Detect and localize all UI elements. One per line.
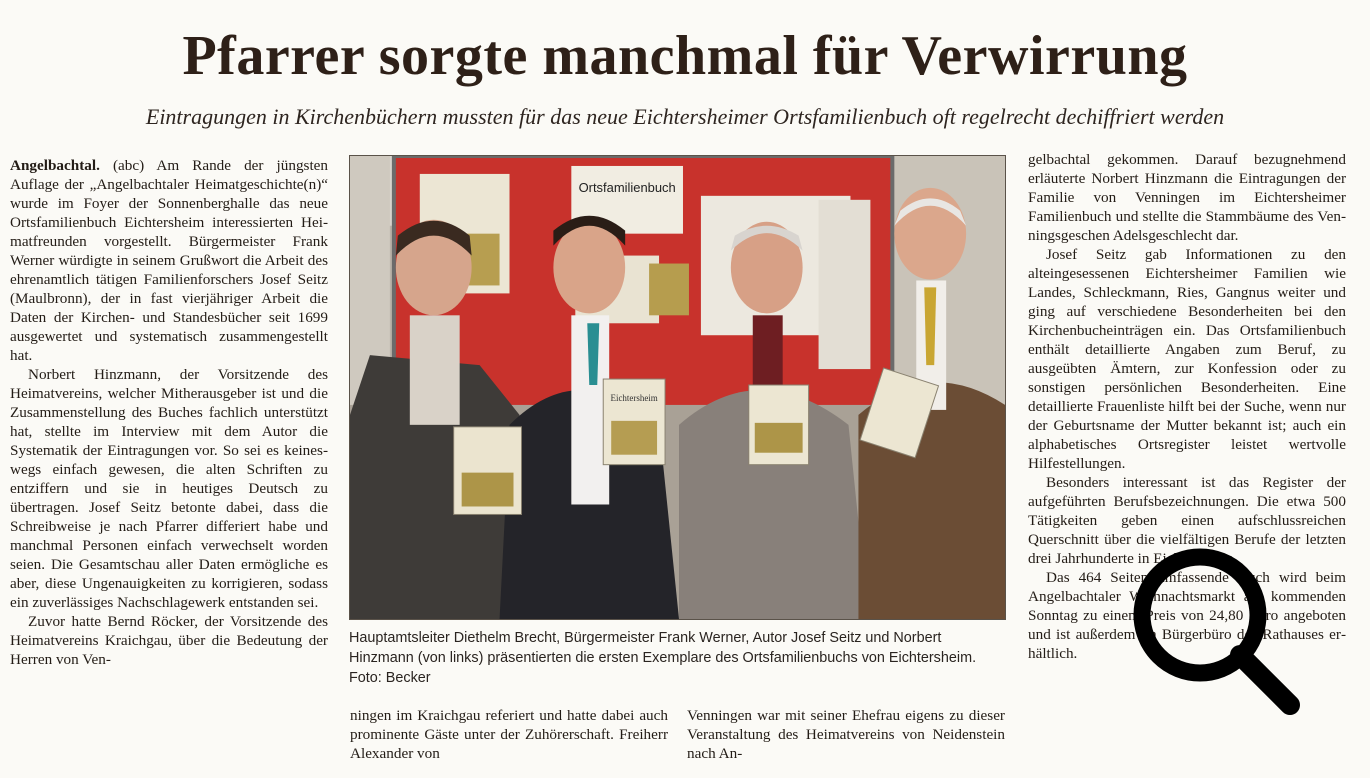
paragraph-1-text: (abc) Am Rande der jüngsten Auflage der „Angelbachtaler Heimatgeschichte(n)“ wurde im Foyer der Sonnenberghalle das neue Ortsfamilienbuch Eichtersheim interessierten Heimatfreunden vorgestellt. Bürgermeister Frank Werner würdigte in seinem Grußwort die Arbeit des ehrenamtlich tätigen Familienforschers Josef Seitz (Maulbronn), der in fast vierjähriger Arbeit die Daten der Kirchen- und Standesbücher seit 1699 ausgewertet und systematisch zusammengestellt hat. <box>10 157 329 364</box>
headline: Pfarrer sorgte manchmal für Verwirrung <box>182 25 1188 87</box>
dateline: Angelbachtal. <box>10 157 100 174</box>
paragraph-1 <box>10 156 328 365</box>
article-column-3 <box>687 706 1005 763</box>
article-column-1 <box>10 156 328 669</box>
article-column-2 <box>350 706 668 763</box>
paragraph-col4-2: Josef Seitz gab Informationen zu den alteingesessenen Eichtersheimer Familien wie Landes, Schleckmann, Ries, Gangnus weiter und ging auf verschiedene Besonderheiten bei den Kirchenbucheinträgen ein. Das Ortsfamilienbuch enthält detaillierte Angaben zum Beruf, zu ausgeübten Ämtern, zur Konfession oder zu sonstigen persönlichen Besonderheiten. Eine detaillierte Frauenliste hilft bei der Suche, wenn nur der Geburtsname der Mutter bekannt ist; auch ein alphabetisches Ortsregister leistet wertvolle Hilfestellungen. <box>1028 246 1346 472</box>
search-magnifier-icon[interactable] <box>1120 535 1310 725</box>
paragraph-3: Zuvor hatte Bernd Röcker, der Vorsitzende des Heimatvereins Kraichgau, über die Bedeutung der Herren von Ven- <box>10 613 328 668</box>
paragraph-col2: ningen im Kraichgau referiert und hatte dabei auch prominente Gäste unter der Zuhörerschaft. Freiherr Alexander von <box>350 707 668 762</box>
article-photo <box>349 155 1006 620</box>
paragraph-col3: Venningen war mit seiner Ehefrau eigens zu dieser Veranstaltung des Heimatvereins von Neidenstein nach An- <box>687 707 1005 762</box>
poster-label: Ortsfamilienbuch <box>578 179 676 195</box>
paragraph-col4-3: Besonders interessant ist das Register der aufgeführten Berufsbezeichnungen. Die etwa 500 Tätigkeiten geben einen aufschlussreichen Querschnitt über die vielfältigen Berufe der letzten drei Jahrhunderte in Eichtersheim. <box>1028 474 1346 567</box>
paragraph-col4-1: gelbachtal gekommen. Darauf bezugnehmend erläuterte Norbert Hinzmann die Eintragungen der Familie von Venningen im Eichtersheimer Familienbuch und stellte die Stammbäume des Venningsgeschen Adelsgeschlecht dar. <box>1028 151 1346 244</box>
paragraph-col4-4: Das 464 Seiten umfassende Buch wird beim Angelbachtaler Weihnachtsmarkt am kommenden Sonntag zu einem Preis von 24,80 Euro angeboten und ist außerdem im Bürgerbüro des Rathauses erhältlich. <box>1028 569 1346 662</box>
book-label: Eichtersheim <box>610 392 658 403</box>
subheadline: Eintragungen in Kirchenbüchern mussten für das neue Eichtersheimer Ortsfamilienbuch oft regelrecht dechiffriert werden <box>145 104 1225 129</box>
photo-caption: Hauptamtsleiter Diethelm Brecht, Bürgermeister Frank Werner, Autor Josef Seitz und Norbert Hinzmann (von links) präsentierten die ersten Exemplare des Ortsfamilienbuchs von Eichtersheim. Foto: Becker <box>349 630 977 686</box>
photo-illustration <box>350 156 1005 619</box>
paragraph-2: Norbert Hinzmann, der Vorsitzende des Heimatvereins, welcher Mitherausgeber ist und die Zusammenstellung des Buches fachlich unterstützt hat, stellte im Interview mit dem Autor die Systematik der Eintragungen vor. So sei es keineswegs einfach gewesen, die alten Schriften zu entziffern und sie in heutiges Deutsch zu übertragen. Josef Seitz betonte dabei, dass die Schreibweise je nach Pfarrer differiert habe und manchmal Personen einfach verwechselt worden seien. Die Gesamtschau aller Daten ermögliche es aber, diese Ungenauigkeiten zu korrigieren, sodass ein zuverlässiges Nachschlagewerk entstanden sei. <box>10 366 328 611</box>
